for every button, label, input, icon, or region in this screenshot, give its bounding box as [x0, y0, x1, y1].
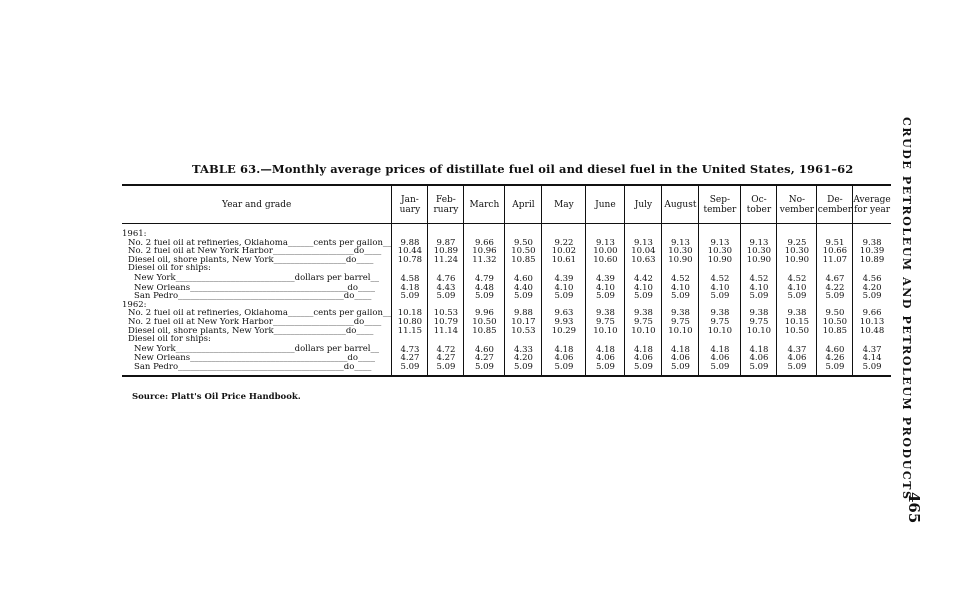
value-cell: 9.50	[505, 239, 542, 248]
average-cell: 5.09	[853, 292, 891, 301]
value-cell: 10.44	[392, 247, 428, 256]
value-cell: 4.18	[586, 344, 625, 355]
value-cell: 10.60	[586, 256, 625, 265]
header-month: July	[625, 185, 662, 224]
empty-cell	[542, 301, 586, 310]
value-cell	[741, 264, 777, 273]
header-month: Sep- tember	[699, 185, 741, 224]
table-row	[122, 273, 891, 284]
header-month: August	[662, 185, 699, 224]
value-cell: 10.78	[392, 256, 428, 265]
value-cell: 9.51	[817, 239, 853, 248]
value-cell: 5.09	[392, 363, 428, 376]
row-label: San Pedro_______________________________________do____	[134, 292, 372, 301]
value-cell: 4.72	[428, 344, 464, 355]
year-label: 1962:	[122, 300, 147, 310]
header-month: May	[542, 185, 586, 224]
value-cell: 5.09	[662, 363, 699, 376]
table-body	[122, 224, 891, 376]
value-cell: 9.38	[586, 309, 625, 318]
value-cell: 4.10	[542, 284, 586, 293]
value-cell: 10.10	[741, 327, 777, 336]
header-row	[122, 185, 891, 224]
header-month: De- cember	[817, 185, 853, 224]
value-cell: 10.80	[392, 318, 428, 327]
value-cell: 10.00	[586, 247, 625, 256]
value-cell: 4.06	[542, 354, 586, 363]
value-cell: 9.25	[777, 239, 817, 248]
empty-cell	[505, 224, 542, 239]
row-label: New York____________________________dollars per barrel__	[134, 272, 379, 283]
header-month: March	[464, 185, 505, 224]
value-cell	[817, 335, 853, 344]
value-cell: 4.52	[699, 273, 741, 284]
year-label: 1961:	[122, 229, 147, 239]
value-cell: 10.30	[741, 247, 777, 256]
table-row	[122, 335, 891, 344]
value-cell: 10.10	[699, 327, 741, 336]
value-cell: 5.09	[777, 363, 817, 376]
value-cell	[505, 335, 542, 344]
table-title: TABLE 63.—Monthly average prices of distillate fuel oil and diesel fuel in the United States, 1961–62	[192, 162, 854, 176]
value-cell: 4.18	[625, 344, 662, 355]
value-cell: 4.18	[662, 344, 699, 355]
value-cell: 11.24	[428, 256, 464, 265]
value-cell: 11.14	[428, 327, 464, 336]
value-cell	[392, 264, 428, 273]
value-cell: 10.50	[777, 327, 817, 336]
value-cell: 5.09	[586, 292, 625, 301]
value-cell	[699, 264, 741, 273]
value-cell: 10.50	[464, 318, 505, 327]
value-cell: 9.50	[817, 309, 853, 318]
value-cell: 4.37	[777, 344, 817, 355]
value-cell	[464, 335, 505, 344]
value-cell: 5.09	[662, 292, 699, 301]
value-cell: 5.09	[699, 363, 741, 376]
table-row	[122, 309, 891, 318]
value-cell: 10.96	[464, 247, 505, 256]
value-cell: 4.52	[741, 273, 777, 284]
average-cell	[853, 335, 891, 344]
value-cell: 9.93	[542, 318, 586, 327]
value-cell	[392, 335, 428, 344]
empty-cell	[853, 301, 891, 310]
value-cell: 10.10	[586, 327, 625, 336]
value-cell: 9.75	[741, 318, 777, 327]
value-cell: 10.29	[542, 327, 586, 336]
value-cell	[505, 264, 542, 273]
header-month: April	[505, 185, 542, 224]
value-cell	[662, 335, 699, 344]
value-cell: 9.66	[464, 239, 505, 248]
empty-cell	[392, 224, 428, 239]
value-cell: 9.22	[542, 239, 586, 248]
table-row	[122, 284, 891, 293]
value-cell	[586, 264, 625, 273]
header-average: Average for year	[853, 185, 891, 224]
row-label: No. 2 fuel oil at refineries, Oklahoma______cents per gallon__	[128, 309, 392, 318]
average-cell: 10.89	[853, 256, 891, 265]
value-cell: 10.04	[625, 247, 662, 256]
value-cell: 4.60	[464, 344, 505, 355]
value-cell: 5.09	[817, 363, 853, 376]
value-cell	[777, 335, 817, 344]
value-cell: 9.75	[625, 318, 662, 327]
table-row	[122, 292, 891, 301]
value-cell: 10.18	[392, 309, 428, 318]
empty-cell	[542, 224, 586, 239]
table-row	[122, 363, 891, 376]
row-label: No. 2 fuel oil at New York Harbor___________________do____	[128, 317, 382, 327]
table-row	[122, 256, 891, 265]
year-row	[122, 301, 891, 310]
value-cell	[542, 335, 586, 344]
empty-cell	[625, 301, 662, 310]
value-cell: 10.79	[428, 318, 464, 327]
value-cell: 4.10	[586, 284, 625, 293]
average-cell	[853, 264, 891, 273]
value-cell: 4.18	[699, 344, 741, 355]
table-row	[122, 327, 891, 336]
header-month: No- vember	[777, 185, 817, 224]
value-cell: 4.10	[699, 284, 741, 293]
value-cell: 4.52	[777, 273, 817, 284]
value-cell: 4.33	[505, 344, 542, 355]
row-label: New York____________________________dollars per barrel__	[134, 343, 379, 354]
value-cell: 4.06	[625, 354, 662, 363]
value-cell	[699, 335, 741, 344]
value-cell: 10.30	[699, 247, 741, 256]
value-cell	[817, 264, 853, 273]
value-cell: 9.13	[662, 239, 699, 248]
value-cell: 4.26	[817, 354, 853, 363]
value-cell: 9.13	[699, 239, 741, 248]
average-cell: 10.39	[853, 247, 891, 256]
value-cell: 4.18	[741, 344, 777, 355]
value-cell: 4.79	[464, 273, 505, 284]
value-cell: 4.27	[392, 354, 428, 363]
average-cell: 9.66	[853, 309, 891, 318]
value-cell: 9.63	[542, 309, 586, 318]
value-cell: 4.60	[505, 273, 542, 284]
empty-cell	[817, 301, 853, 310]
value-cell: 4.06	[699, 354, 741, 363]
value-cell	[662, 264, 699, 273]
value-cell: 10.85	[464, 327, 505, 336]
row-label: Diesel oil for ships:	[128, 335, 211, 344]
value-cell: 10.63	[625, 256, 662, 265]
value-cell: 10.90	[662, 256, 699, 265]
empty-cell	[428, 224, 464, 239]
header-year-and-grade: Year and grade	[122, 185, 392, 224]
empty-cell	[741, 224, 777, 239]
empty-cell	[392, 301, 428, 310]
empty-cell	[777, 224, 817, 239]
average-cell: 4.56	[853, 273, 891, 284]
value-cell: 5.09	[817, 292, 853, 301]
page-number: 465	[905, 492, 923, 524]
value-cell	[625, 335, 662, 344]
value-cell: 4.39	[542, 273, 586, 284]
running-header: CRUDE PETROLEUM AND PETROLEUM PRODUCTS	[900, 117, 913, 501]
value-cell: 5.09	[741, 292, 777, 301]
value-cell: 10.30	[662, 247, 699, 256]
value-cell: 9.38	[777, 309, 817, 318]
value-cell: 10.90	[741, 256, 777, 265]
row-label: Diesel oil, shore plants, New York_________________do____	[128, 326, 374, 336]
empty-cell	[817, 224, 853, 239]
value-cell: 10.90	[777, 256, 817, 265]
value-cell: 10.85	[505, 256, 542, 265]
value-cell: 4.10	[777, 284, 817, 293]
value-cell: 5.09	[464, 292, 505, 301]
price-table	[122, 184, 891, 377]
header-month: Feb- ruary	[428, 185, 464, 224]
value-cell: 10.50	[505, 247, 542, 256]
value-cell: 9.75	[586, 318, 625, 327]
value-cell: 4.06	[662, 354, 699, 363]
average-cell: 4.37	[853, 344, 891, 355]
value-cell: 4.22	[817, 284, 853, 293]
empty-cell	[662, 301, 699, 310]
value-cell: 9.88	[505, 309, 542, 318]
value-cell: 9.75	[662, 318, 699, 327]
table-row	[122, 264, 891, 273]
value-cell	[741, 335, 777, 344]
value-cell: 9.13	[586, 239, 625, 248]
row-label: Diesel oil for ships:	[128, 264, 211, 273]
value-cell: 4.76	[428, 273, 464, 284]
empty-cell	[505, 301, 542, 310]
value-cell: 9.88	[392, 239, 428, 248]
empty-cell	[853, 224, 891, 239]
value-cell: 10.17	[505, 318, 542, 327]
row-label: New Orleans_____________________________________do____	[134, 283, 375, 293]
value-cell: 5.09	[392, 292, 428, 301]
value-cell	[464, 264, 505, 273]
year-row	[122, 224, 891, 239]
value-cell: 4.20	[505, 354, 542, 363]
value-cell: 5.09	[428, 363, 464, 376]
value-cell: 5.09	[428, 292, 464, 301]
empty-cell	[662, 224, 699, 239]
average-cell: 4.14	[853, 354, 891, 363]
average-cell: 5.09	[853, 363, 891, 376]
value-cell: 10.53	[505, 327, 542, 336]
value-cell: 4.58	[392, 273, 428, 284]
value-cell: 10.61	[542, 256, 586, 265]
value-cell: 4.67	[817, 273, 853, 284]
empty-cell	[699, 224, 741, 239]
row-label: San Pedro_______________________________________do____	[122, 363, 392, 376]
value-cell: 4.10	[625, 284, 662, 293]
value-cell: 5.09	[625, 292, 662, 301]
source-note: Source: Platt's Oil Price Handbook.	[132, 392, 301, 402]
value-cell: 10.02	[542, 247, 586, 256]
value-cell: 4.60	[817, 344, 853, 355]
value-cell: 4.10	[741, 284, 777, 293]
value-cell: 10.10	[662, 327, 699, 336]
value-cell: 4.18	[542, 344, 586, 355]
value-cell: 9.38	[662, 309, 699, 318]
value-cell: 10.90	[699, 256, 741, 265]
value-cell: 9.38	[625, 309, 662, 318]
value-cell: 11.07	[817, 256, 853, 265]
value-cell: 5.09	[586, 363, 625, 376]
value-cell: 10.10	[625, 327, 662, 336]
average-cell: 4.20	[853, 284, 891, 293]
value-cell: 9.75	[699, 318, 741, 327]
value-cell: 4.18	[392, 284, 428, 293]
value-cell: 5.09	[699, 292, 741, 301]
value-cell	[625, 264, 662, 273]
table-row	[122, 354, 891, 363]
row-label: No. 2 fuel oil at refineries, Oklahoma______cents per gallon__	[128, 238, 392, 248]
header-month: June	[586, 185, 625, 224]
value-cell: 5.09	[542, 292, 586, 301]
value-cell: 11.15	[392, 327, 428, 336]
empty-cell	[464, 301, 505, 310]
empty-cell	[586, 301, 625, 310]
value-cell: 4.06	[777, 354, 817, 363]
value-cell	[428, 335, 464, 344]
value-cell: 4.27	[428, 354, 464, 363]
empty-cell	[741, 301, 777, 310]
value-cell	[586, 335, 625, 344]
value-cell: 4.39	[586, 273, 625, 284]
row-label: No. 2 fuel oil at New York Harbor___________________do____	[128, 247, 382, 256]
value-cell: 4.43	[428, 284, 464, 293]
table-row	[122, 318, 891, 327]
value-cell: 10.89	[428, 247, 464, 256]
empty-cell	[428, 301, 464, 310]
empty-cell	[777, 301, 817, 310]
value-cell: 5.09	[741, 363, 777, 376]
empty-cell	[586, 224, 625, 239]
row-label: New Orleans_____________________________________do____	[134, 354, 375, 363]
average-cell: 9.38	[853, 239, 891, 248]
row-label: Diesel oil, shore plants, New York_________________do____	[128, 255, 374, 265]
value-cell: 10.85	[817, 327, 853, 336]
table-row	[122, 247, 891, 256]
value-cell: 9.38	[741, 309, 777, 318]
value-cell: 10.30	[777, 247, 817, 256]
value-cell: 4.40	[505, 284, 542, 293]
value-cell	[428, 264, 464, 273]
value-cell: 5.09	[542, 363, 586, 376]
value-cell: 10.53	[428, 309, 464, 318]
value-cell: 10.15	[777, 318, 817, 327]
value-cell: 11.32	[464, 256, 505, 265]
value-cell: 5.09	[777, 292, 817, 301]
empty-cell	[625, 224, 662, 239]
table-row	[122, 239, 891, 248]
value-cell: 5.09	[625, 363, 662, 376]
header-month: Jan- uary	[392, 185, 428, 224]
value-cell: 9.13	[741, 239, 777, 248]
value-cell: 4.10	[662, 284, 699, 293]
value-cell: 4.52	[662, 273, 699, 284]
value-cell: 9.38	[699, 309, 741, 318]
value-cell: 4.06	[586, 354, 625, 363]
value-cell: 9.96	[464, 309, 505, 318]
table-row	[122, 344, 891, 355]
value-cell: 10.66	[817, 247, 853, 256]
value-cell: 5.09	[464, 363, 505, 376]
empty-cell	[464, 224, 505, 239]
value-cell: 10.50	[817, 318, 853, 327]
average-cell: 10.13	[853, 318, 891, 327]
value-cell: 9.87	[428, 239, 464, 248]
empty-cell	[699, 301, 741, 310]
value-cell: 5.09	[505, 363, 542, 376]
value-cell: 5.09	[505, 292, 542, 301]
value-cell: 4.27	[464, 354, 505, 363]
value-cell: 9.13	[625, 239, 662, 248]
value-cell: 4.06	[741, 354, 777, 363]
value-cell	[542, 264, 586, 273]
value-cell: 4.42	[625, 273, 662, 284]
average-cell: 10.48	[853, 327, 891, 336]
value-cell: 4.48	[464, 284, 505, 293]
value-cell	[777, 264, 817, 273]
value-cell: 4.73	[392, 344, 428, 355]
header-month: Oc- tober	[741, 185, 777, 224]
